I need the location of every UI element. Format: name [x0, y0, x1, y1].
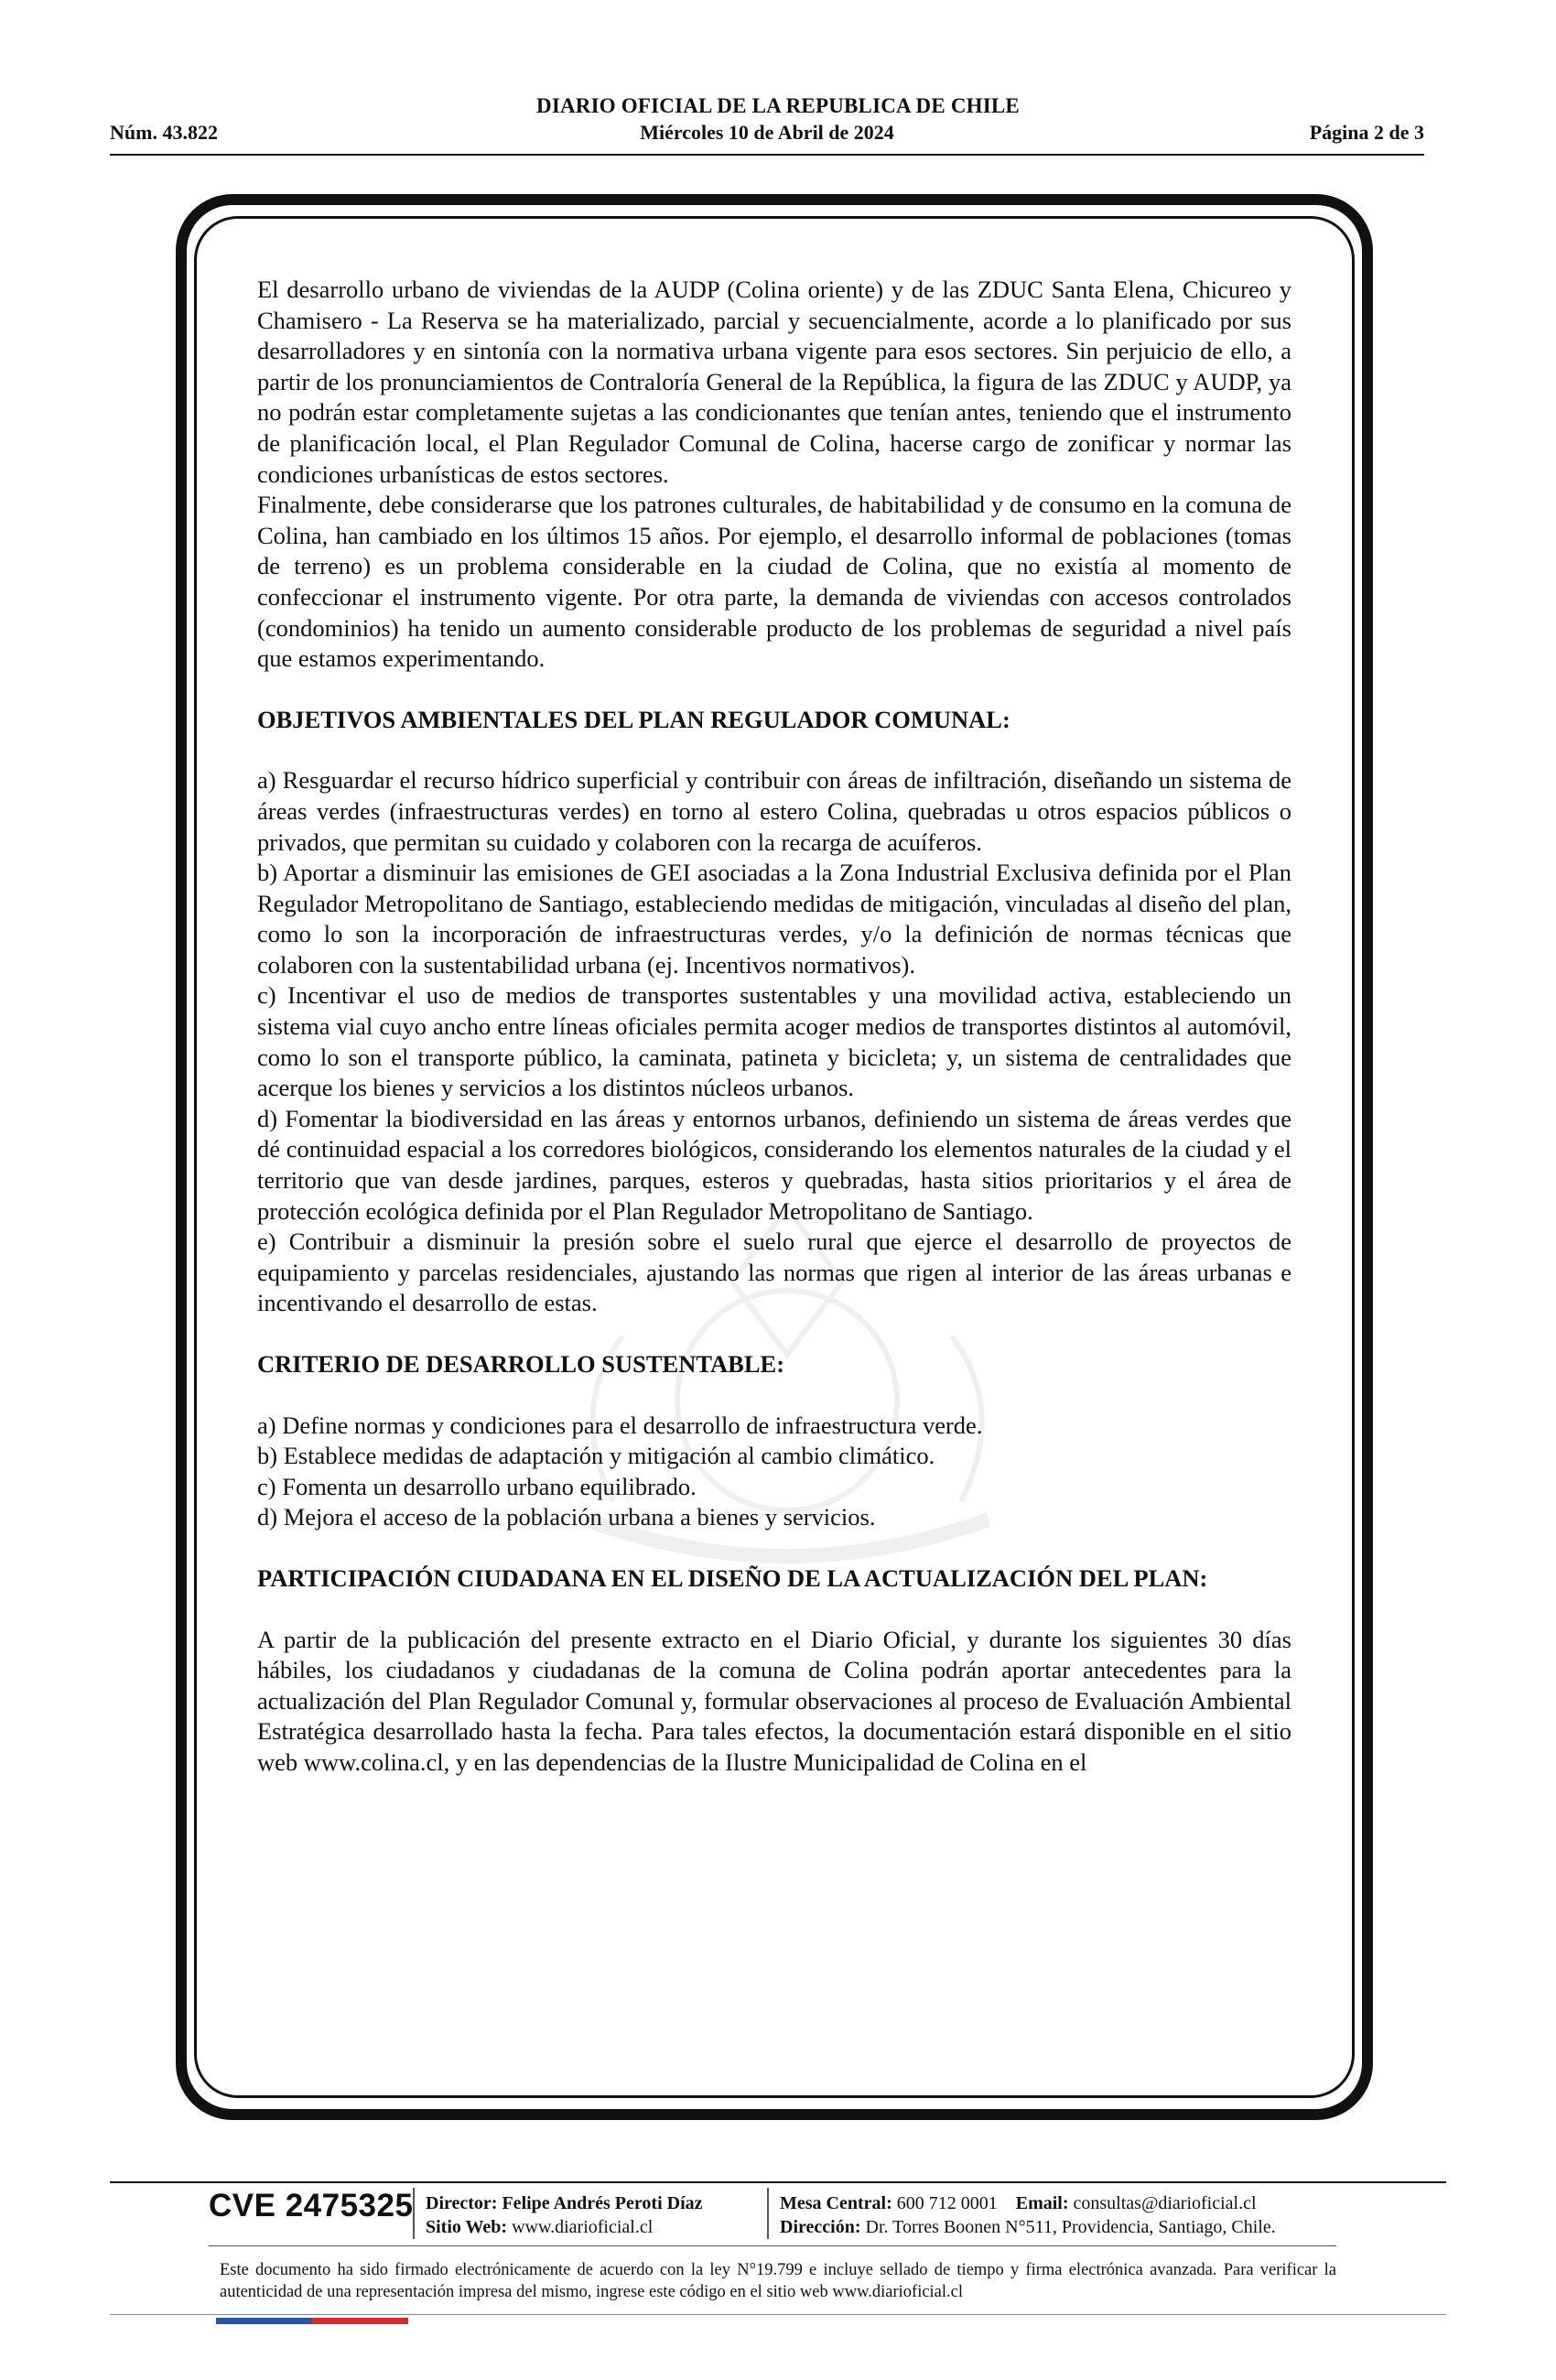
director-name: Felipe Andrés Peroti Díaz — [502, 2193, 703, 2213]
newspaper-title: DIARIO OFICIAL DE LA REPUBLICA DE CHILE — [536, 94, 1020, 117]
website-link[interactable]: www.diarioficial.cl — [512, 2217, 654, 2237]
section-heading: CRITERIO DE DESARROLLO SUSTENTABLE: — [257, 1350, 785, 1378]
paragraph: El desarrollo urbano de viviendas de la AUDP (Colina oriente) y de las ZDUC Santa Elena, Chicureo y Chamisero - La Reserva se ha materializado, parcial y secuencialmente, acorde a lo planificado por sus desarrolladores y en sintonía con la normativa urbana vigente para esos sectores. Sin perjuicio de ello, a partir de los pronunciamientos de Contraloría General de la República, la figura de las ZDUC y AUDP, ya no podrán estar completamente sujetas a las condicionantes que tenían antes, teniendo que el instrumento de planificación local, el Plan Regulador Comunal de Colina, hacerse cargo de zonificar y normar las condiciones urbanísticas de estos sectores. — [257, 276, 1291, 488]
header-rule — [110, 154, 1424, 156]
paragraph: A partir de la publicación del presente extracto en el Diario Oficial, y durante los siguientes 30 días hábiles, los ciudadanos y ciudadanas de la comuna de Colina podrán aportar antecedentes para la actualización del Plan Regulador Comunal y, formular observaciones al proceso de Evaluación Ambiental Estratégica desarrollado hasta la fecha. Para tales efectos, la documentación estará disponible en el sitio web www.colina.cl, y en las dependencias de la Ilustre Municipalidad de Colina en el — [257, 1625, 1291, 1776]
email-label: Email: — [1015, 2193, 1069, 2213]
list-item: a) Define normas y condiciones para el desarrollo de infraestructura verde. — [257, 1411, 983, 1439]
email-link[interactable]: consultas@diarioficial.cl — [1073, 2193, 1257, 2213]
section-heading: PARTICIPACIÓN CIUDADANA EN EL DISEÑO DE LA ACTUALIZACIÓN DEL PLAN: — [257, 1563, 1208, 1592]
flag-stripe-red — [312, 2318, 408, 2324]
footer-rule — [110, 2181, 1446, 2183]
footer-divider — [767, 2188, 769, 2239]
footer-bottom-rule — [110, 2314, 1446, 2315]
footer-contact-info — [780, 2191, 1276, 2239]
footer-director-info — [426, 2191, 703, 2239]
phone-value: 600 712 0001 — [896, 2193, 998, 2213]
footer-divider — [413, 2188, 415, 2239]
list-item: b) Establece medidas de adaptación y mitigación al cambio climático. — [257, 1442, 935, 1470]
cve-code: CVE 2475325 — [209, 2188, 414, 2223]
issue-number: Núm. 43.822 — [110, 121, 218, 144]
phone-label: Mesa Central: — [780, 2193, 892, 2213]
address-label: Dirección: — [780, 2217, 861, 2237]
address-value: Dr. Torres Boonen N°511, Providencia, Santiago, Chile. — [865, 2217, 1276, 2237]
list-item: a) Resguardar el recurso hídrico superficial y contribuir con áreas de infiltración, diseñando un sistema de áreas verdes (infraestructuras verdes) en torno al estero Colina, quebradas u otros espacios públicos o privados, que permitan su cuidado y colaboren con la recarga de acuíferos. — [257, 766, 1291, 856]
page-number: Página 2 de 3 — [1309, 121, 1424, 144]
flag-stripe-blue — [216, 2318, 312, 2324]
issue-date: Miércoles 10 de Abril de 2024 — [640, 121, 894, 144]
footer-rule — [209, 2245, 1336, 2246]
director-label: Director: — [426, 2193, 498, 2213]
list-item: d) Fomentar la biodiversidad en las áreas y entornos urbanos, definiendo un sistema de áreas verdes que dé continuidad espacial a los corredores biológicos, considerando los elementos naturales de la ciudad y el territorio que van desde jardines, parques, esteros y quebradas, hasta sitios prioritarios y el área de protección ecológica definida por el Plan Regulador Metropolitano de Santiago. — [257, 1104, 1291, 1225]
list-item: e) Contribuir a disminuir la presión sobre el suelo rural que ejerce el desarrollo de proyectos de equipamiento y parcelas residenciales, ajustando las normas que rigen al interior de las áreas urbanas e incentivando el desarrollo de estas. — [257, 1228, 1291, 1317]
list-item: d) Mejora el acceso de la población urbana a bienes y servicios. — [257, 1503, 876, 1531]
list-item: c) Fomenta un desarrollo urbano equilibrado. — [257, 1472, 697, 1500]
website-label: Sitio Web: — [426, 2217, 508, 2237]
signature-note: Este documento ha sido firmado electrónicamente de acuerdo con la ley N°19.799 e incluye sellado de tiempo y firma electrónica avanzada. Para verificar la autenticidad de una representación impresa del mismo, ingrese este código en el sitio web www.diarioficial.cl — [220, 2261, 1336, 2301]
list-item: c) Incentivar el uso de medios de transportes sustentables y una movilidad activa, estableciendo un sistema vial cuyo ancho entre líneas oficiales permita acoger medios de transportes distintos al automóvil, como lo son el transporte público, la caminata, patineta y bicicleta; y, un sistema de centralidades que acerque los bienes y servicios a los distintos núcleos urbanos. — [257, 981, 1291, 1102]
paragraph: Finalmente, debe considerarse que los patrones culturales, de habitabilidad y de consumo en la comuna de Colina, han cambiado en los últimos 15 años. Por ejemplo, el desarrollo informal de poblaciones (tomas de terreno) es un problema considerable en la ciudad de Colina, que no existía al momento de confeccionar el instrumento vigente. Por otra parte, la demanda de viviendas con accesos controlados (condominios) ha tenido un aumento considerable producto de los problemas de seguridad a nivel país que estamos experimentando. — [257, 491, 1291, 673]
document-body — [257, 275, 1291, 1779]
list-item: b) Aportar a disminuir las emisiones de GEI asociadas a la Zona Industrial Exclusiva definida por el Plan Regulador Metropolitano de Santiago, estableciendo medidas de mitigación, vinculadas al diseño del plan, como lo son la incorporación de infraestructuras verdes, y/o la definición de normas técnicas que colaboren con la sustentabilidad urbana (ej. Incentivos normativos). — [257, 859, 1291, 979]
section-heading: OBJETIVOS AMBIENTALES DEL PLAN REGULADOR COMUNAL: — [257, 705, 1010, 733]
